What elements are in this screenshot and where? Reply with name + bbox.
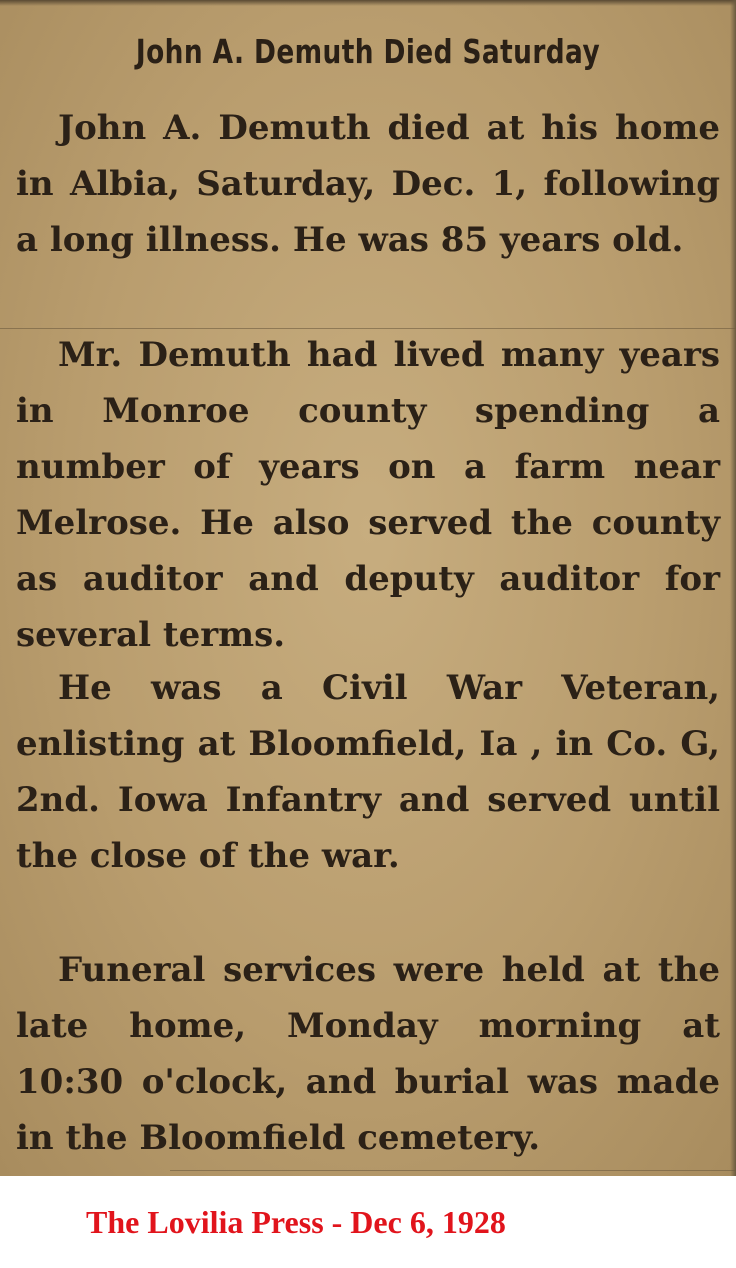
paragraph-text: Mr. Demuth had lived many years in Monroe county spending a number of years on a farm near Melrose. He also served the county as auditor and deputy auditor for several terms. [16,335,720,655]
paragraph-text: Funeral services were held at the late home, Monday morning at 10:30 o'clock, and burial was made in the Bloomfield cemetery. [16,950,720,1158]
source-caption: The Lovilia Press - Dec 6, 1928 [86,1204,506,1240]
article-headline: John A. Demuth Died Saturday [135,32,601,71]
paragraph-text: He was a Civil War Veteran, enlisting at Bloomfield, Ia , in Co. G, 2nd. Iowa Infantry and served until the close of the war. [16,668,720,876]
clipping-top-edge [0,0,736,6]
paragraph-text: John A. Demuth died at his home in Albia, Saturday, Dec. 1, following a long illness. He was 85 years old. [16,108,720,260]
article-paragraph-2 [16,327,720,663]
clipping-right-edge [730,0,736,1176]
article-paragraph-3 [16,660,720,884]
article-paragraph-4 [16,942,720,1166]
bottom-rule [170,1170,736,1171]
article-paragraph-1 [16,100,720,268]
